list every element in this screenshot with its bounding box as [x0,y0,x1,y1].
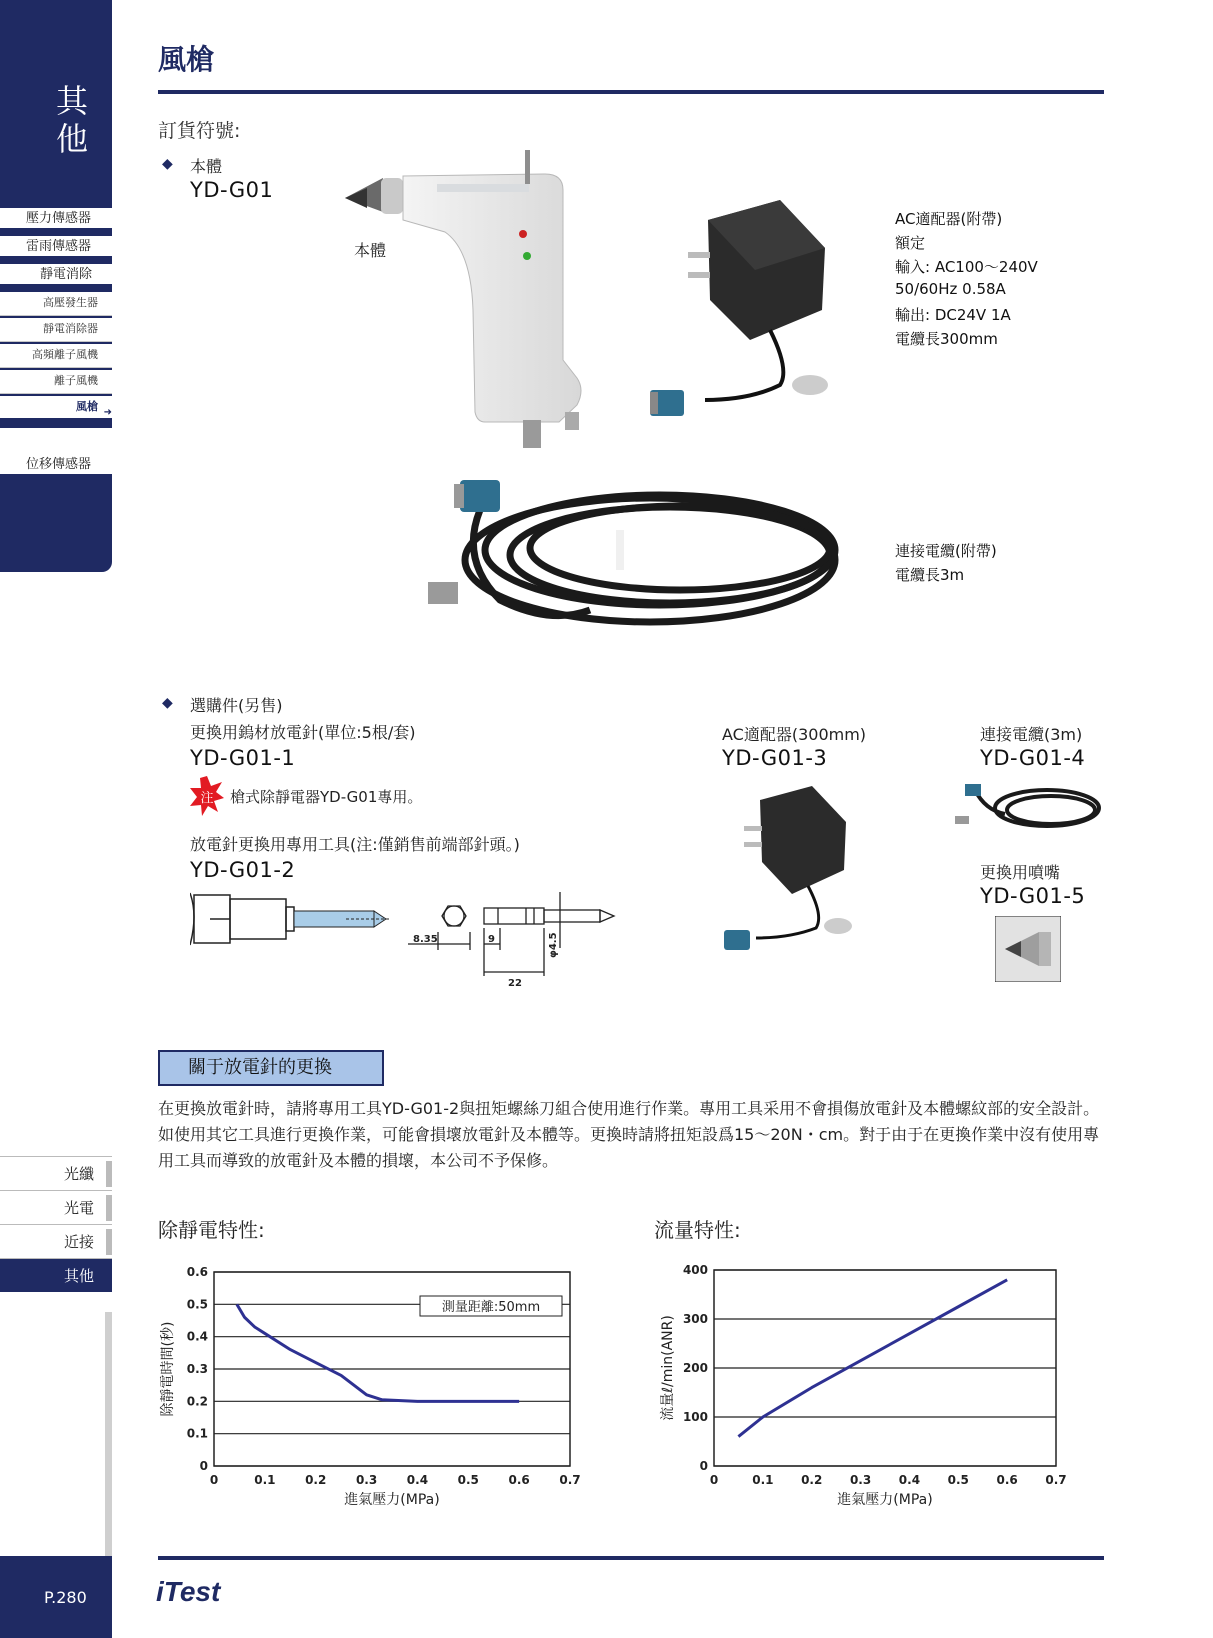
options-label: 選購件(另售) [190,696,283,715]
x-tick-label: 0.5 [457,1473,479,1487]
sub-item-static-eliminator[interactable]: 靜電消除器 [0,318,112,342]
option-adapter-code: YD-G01-3 [722,746,828,770]
gun-caption: 本體 [354,241,387,260]
y-tick-label: 0 [699,1459,708,1473]
header-rule [158,90,1104,94]
x-tick-label: 0.4 [406,1473,429,1487]
needle-note: 槍式除靜電器YD-G01專用。 [230,788,423,806]
static-elimination-chart [150,1250,620,1520]
y-tick-label: 300 [682,1312,708,1326]
x-tick-label: 0 [209,1473,219,1487]
x-axis-label: 進氣壓力(MPa) [837,1492,933,1508]
chart-title-static: 除靜電特性: [158,1218,265,1242]
diamond-bullet-icon: ◆ [162,156,173,172]
adapter-spec-line: 50/60Hz 0.58A [895,280,1006,298]
x-tick-label: 0.3 [355,1473,378,1487]
x-tick-label: 0.4 [898,1473,921,1487]
note-mark: 注 [200,791,214,806]
y-axis-label: 流量ℓ/min(ANR) [660,1315,676,1421]
page-number: P.280 [44,1588,87,1607]
option-cable-label: 連接電纜(3m) [980,725,1083,744]
section-nav-fiber[interactable]: 光纖 [0,1156,112,1190]
option-nozzle-label: 更換用噴嘴 [980,863,1061,882]
sub-item-hf-ion-fan[interactable]: 高頻離子風機 [0,344,112,368]
order-code-label: 訂貨符號: [158,120,241,142]
cable-spec-line: 連接電纜(附帶) [895,542,997,560]
x-tick-label: 0.1 [254,1473,276,1487]
needle-code: YD-G01-1 [190,746,296,770]
chart-title-flow: 流量特性: [654,1218,741,1242]
adapter-spec-line: 電纜長300mm [895,330,998,348]
y-tick-label: 0 [199,1459,208,1473]
tool-drawing [190,885,400,955]
y-tick-label: 0.1 [186,1426,208,1441]
option-cable-code: YD-G01-4 [980,746,1086,770]
sidebar-category-panel [0,0,112,572]
dim-8-35: 8.35 [413,934,438,945]
nav-item-static-elimination[interactable]: 靜電消除 [0,264,112,286]
y-tick-label: 0.4 [186,1329,208,1344]
connection-cable-image [420,470,860,650]
itest-logo: iTest [156,1576,221,1607]
arrow-right-icon: ➜ [103,407,112,418]
diamond-bullet-icon: ◆ [162,695,173,711]
x-axis-label: 進氣壓力(MPa) [344,1492,440,1508]
y-tick-label: 0.3 [186,1362,208,1376]
adapter-spec-line: 輸出: DC24V 1A [895,306,1011,324]
x-tick-label: 0.6 [508,1473,530,1487]
replacement-text: 在更換放電針時，請將專用工具YD-G01-2與扭矩螺絲刀組合使用進行作業。專用工具采用不會損傷放電針及本體螺紋部的安全設計。如使用其它工具進行更換作業，可能會損壞放電針及本體等。更換時請將扭矩設爲15～20N・cm。對于由于在更換作業中沒有使用專用工具而導致的放電針及本體的損壞，本公司不予保修。 [158,1099,1100,1170]
y-axis-label: 除靜電時間(秒) [160,1321,176,1417]
sub-item-hv-generator[interactable]: 高壓發生器 [0,292,112,316]
x-tick-label: 0.1 [752,1473,774,1487]
section-nav-proximity[interactable]: 近接 [0,1224,112,1258]
nozzle-image [995,916,1061,982]
ac-adapter-image [650,200,860,430]
series-line [738,1280,1007,1437]
dim-9: 9 [488,934,495,945]
flow-chart [650,1250,1120,1520]
adapter-spec-line: 額定 [895,234,926,252]
note-burst-icon [190,776,224,816]
footer-rule [158,1556,1104,1560]
y-tick-label: 0.2 [186,1394,208,1409]
nav-item-pressure-sensor[interactable]: 壓力傳感器 [0,208,112,230]
y-tick-label: 200 [682,1361,708,1375]
x-tick-label: 0 [709,1473,719,1487]
y-tick-label: 0.5 [186,1297,208,1312]
page-title: 風槍 [158,43,215,76]
option-adapter-label: AC適配器(300mm) [722,725,867,744]
y-tick-label: 100 [682,1410,708,1424]
x-tick-label: 0.3 [849,1473,872,1487]
x-tick-label: 0.7 [559,1473,581,1487]
adapter-spec-line: 輸入: AC100～240V [895,258,1038,276]
series-line [237,1304,519,1401]
main-product-label: 本體 [190,157,223,176]
x-tick-label: 0.6 [996,1473,1018,1487]
tool-label: 放電針更換用專用工具(注:僅銷售前端部針頭。) [190,835,520,854]
sub-item-ion-fan[interactable]: 離子風機 [0,370,112,394]
option-nozzle-code: YD-G01-5 [980,884,1086,908]
section-nav-other[interactable]: 其他 [0,1258,112,1292]
x-tick-label: 0.5 [947,1473,969,1487]
x-tick-label: 0.2 [801,1473,823,1487]
option-cable-image [955,780,1105,836]
nav-item-lightning-sensor[interactable]: 雷雨傳感器 [0,236,112,258]
needle-label: 更換用鎢材放電針(單位:5根/套) [190,723,416,742]
tool-code: YD-G01-2 [190,858,296,882]
nav-item-displacement-sensor[interactable]: 位移傳感器 [0,454,112,476]
replacement-heading: 關于放電針的更換 [158,1050,384,1086]
dim-22: 22 [508,978,522,989]
adapter-spec-line: AC適配器(附帶) [895,210,1003,228]
y-tick-label: 0.6 [186,1265,208,1279]
x-tick-label: 0.7 [1045,1473,1067,1487]
dim-diameter: φ4.5 [548,932,559,958]
air-gun-image [345,150,610,460]
category-label: 其 他 [55,82,88,158]
cable-spec-line: 電纜長3m [895,566,965,584]
main-product-code: YD-G01 [190,178,274,202]
option-adapter-image [720,786,870,961]
sub-item-air-gun[interactable]: 風槍 ➜ [0,396,112,420]
bit-dimension-drawing [408,892,638,992]
annotation-text: 測量距離:50mm [441,1300,541,1315]
y-tick-label: 400 [682,1263,708,1277]
x-tick-label: 0.2 [305,1473,327,1487]
section-nav-photoelectric[interactable]: 光電 [0,1190,112,1224]
